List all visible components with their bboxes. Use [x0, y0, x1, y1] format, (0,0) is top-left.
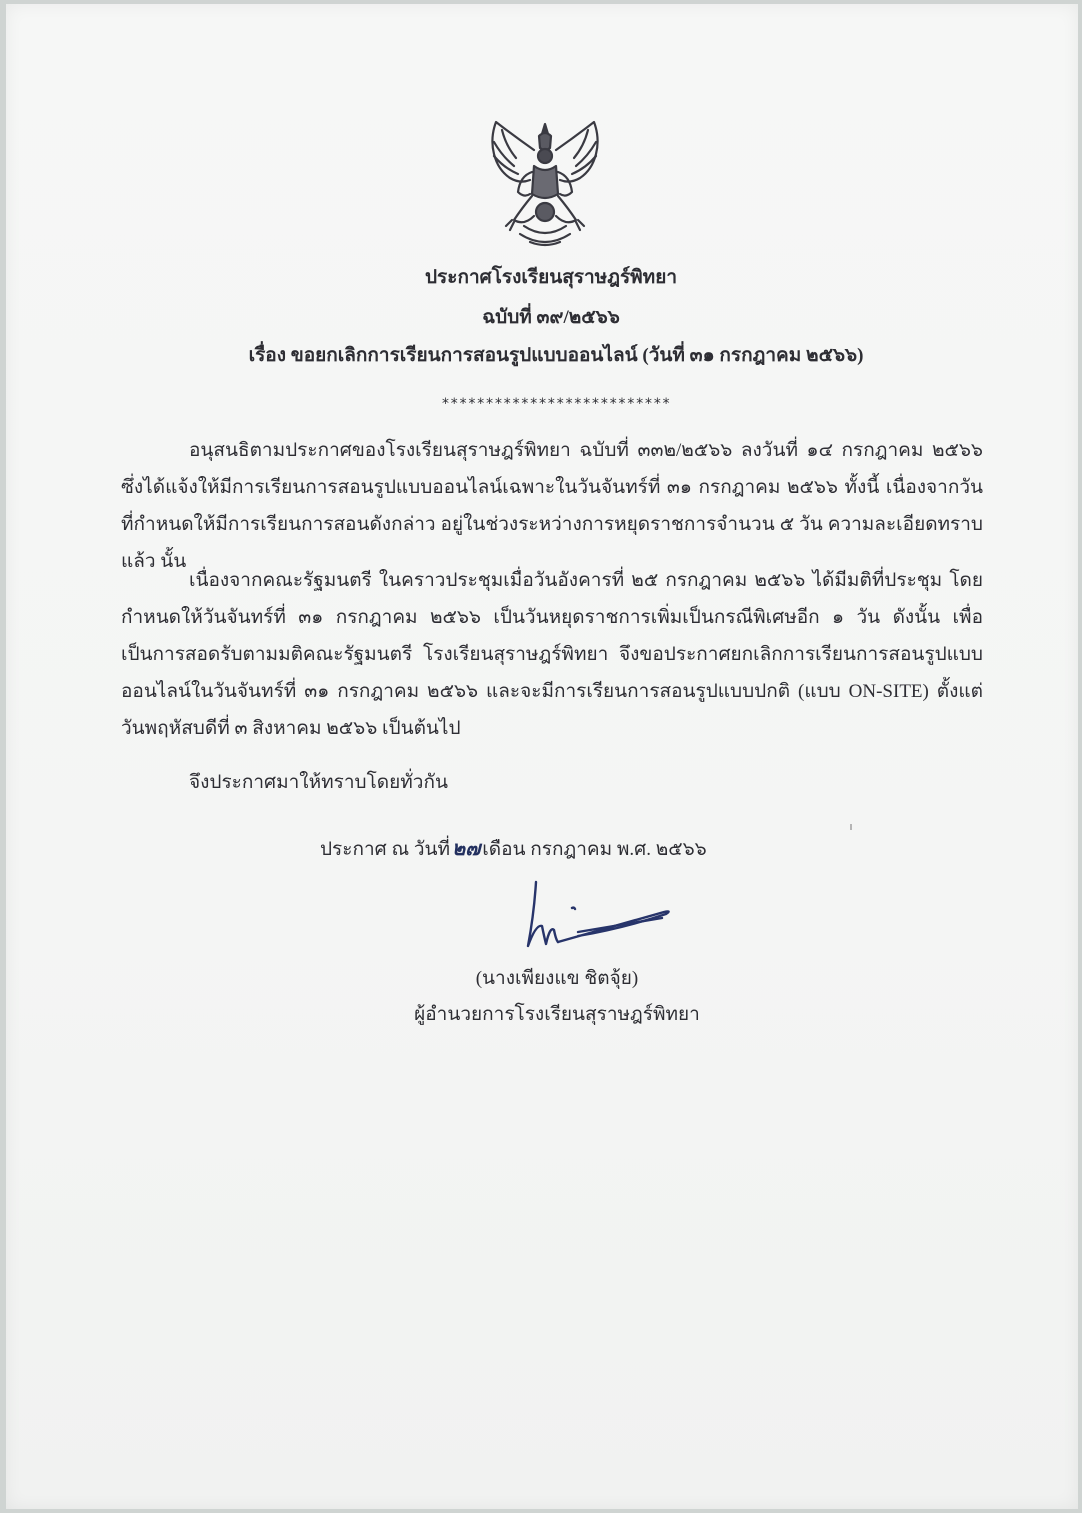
date-suffix: เดือน กรกฎาคม พ.ศ. ๒๕๖๖ [482, 839, 707, 860]
date-prefix: ประกาศ ณ วันที่ [320, 839, 451, 860]
announcement-number: ฉบับที่ ๓๙/๒๕๖๖ [482, 307, 620, 328]
date-day-handwritten: ๒๗ [452, 836, 481, 860]
garuda-emblem-icon [484, 116, 606, 252]
body-paragraph-3: จึงประกาศมาให้ทราบโดยทั่วกัน [189, 772, 448, 793]
signatory-name: (นางเพียงแข ชิตจุ้ย) [475, 968, 639, 989]
paper-speck [850, 824, 852, 830]
handwritten-signature-icon [514, 874, 679, 954]
signatory-position: ผู้อำนวยการโรงเรียนสุราษฎร์พิทยา [414, 1004, 700, 1025]
announcement-title: ประกาศโรงเรียนสุราษฎร์พิทยา [424, 267, 678, 288]
announcement-date [320, 830, 707, 868]
separator-line: ************************** [441, 396, 671, 412]
body-paragraph-2: เนื่องจากคณะรัฐมนตรี ในคราวประชุมเมื่อวันอังคารที่ ๒๕ กรกฎาคม ๒๕๖๖ ได้มีมติที่ประชุม โดยกำหนดให้วันจันทร์ที่ ๓๑ กรกฎาคม ๒๕๖๖ เป็นวันหยุดราชการเพิ่มเป็นกรณีพิเศษอีก ๑ วัน ดังนั้น เพื่อเป็นการสอดรับตามมติคณะรัฐมนตรี โรงเรียนสุราษฎร์พิทยา จึงขอประกาศยกเลิกการเรียนการสอนรูปแบบออนไลน์ในวันจันทร์ที่ ๓๑ กรกฎาคม ๒๕๖๖ และจะมีการเรียนการสอนรูปแบบปกติ (แบบ ON-SITE) ตั้งแต่วันพฤหัสบดีที่ ๓ สิงหาคม ๒๕๖๖ เป็นต้นไป [121, 570, 983, 739]
announcement-subject: เรื่อง ขอยกเลิกการเรียนการสอนรูปแบบออนไลน์ (วันที่ ๓๑ กรกฎาคม ๒๕๖๖) [248, 345, 864, 366]
body-paragraph-1: อนุสนธิตามประกาศของโรงเรียนสุราษฎร์พิทยา ฉบับที่ ๓๓๒/๒๕๖๖ ลงวันที่ ๑๔ กรกฎาคม ๒๕๖๖ ซึ่งได้แจ้งให้มีการเรียนการสอนรูปแบบออนไลน์เฉพาะในวันจันทร์ที่ ๓๑ กรกฎาคม ๒๕๖๖ ทั้งนี้ เนื่องจากวันที่กำหนดให้มีการเรียนการสอนดังกล่าว อยู่ในช่วงระหว่างการหยุดราชการจำนวน ๕ วัน ความละเอียดทราบแล้ว นั้น [121, 440, 983, 572]
document-page [6, 4, 1078, 1509]
